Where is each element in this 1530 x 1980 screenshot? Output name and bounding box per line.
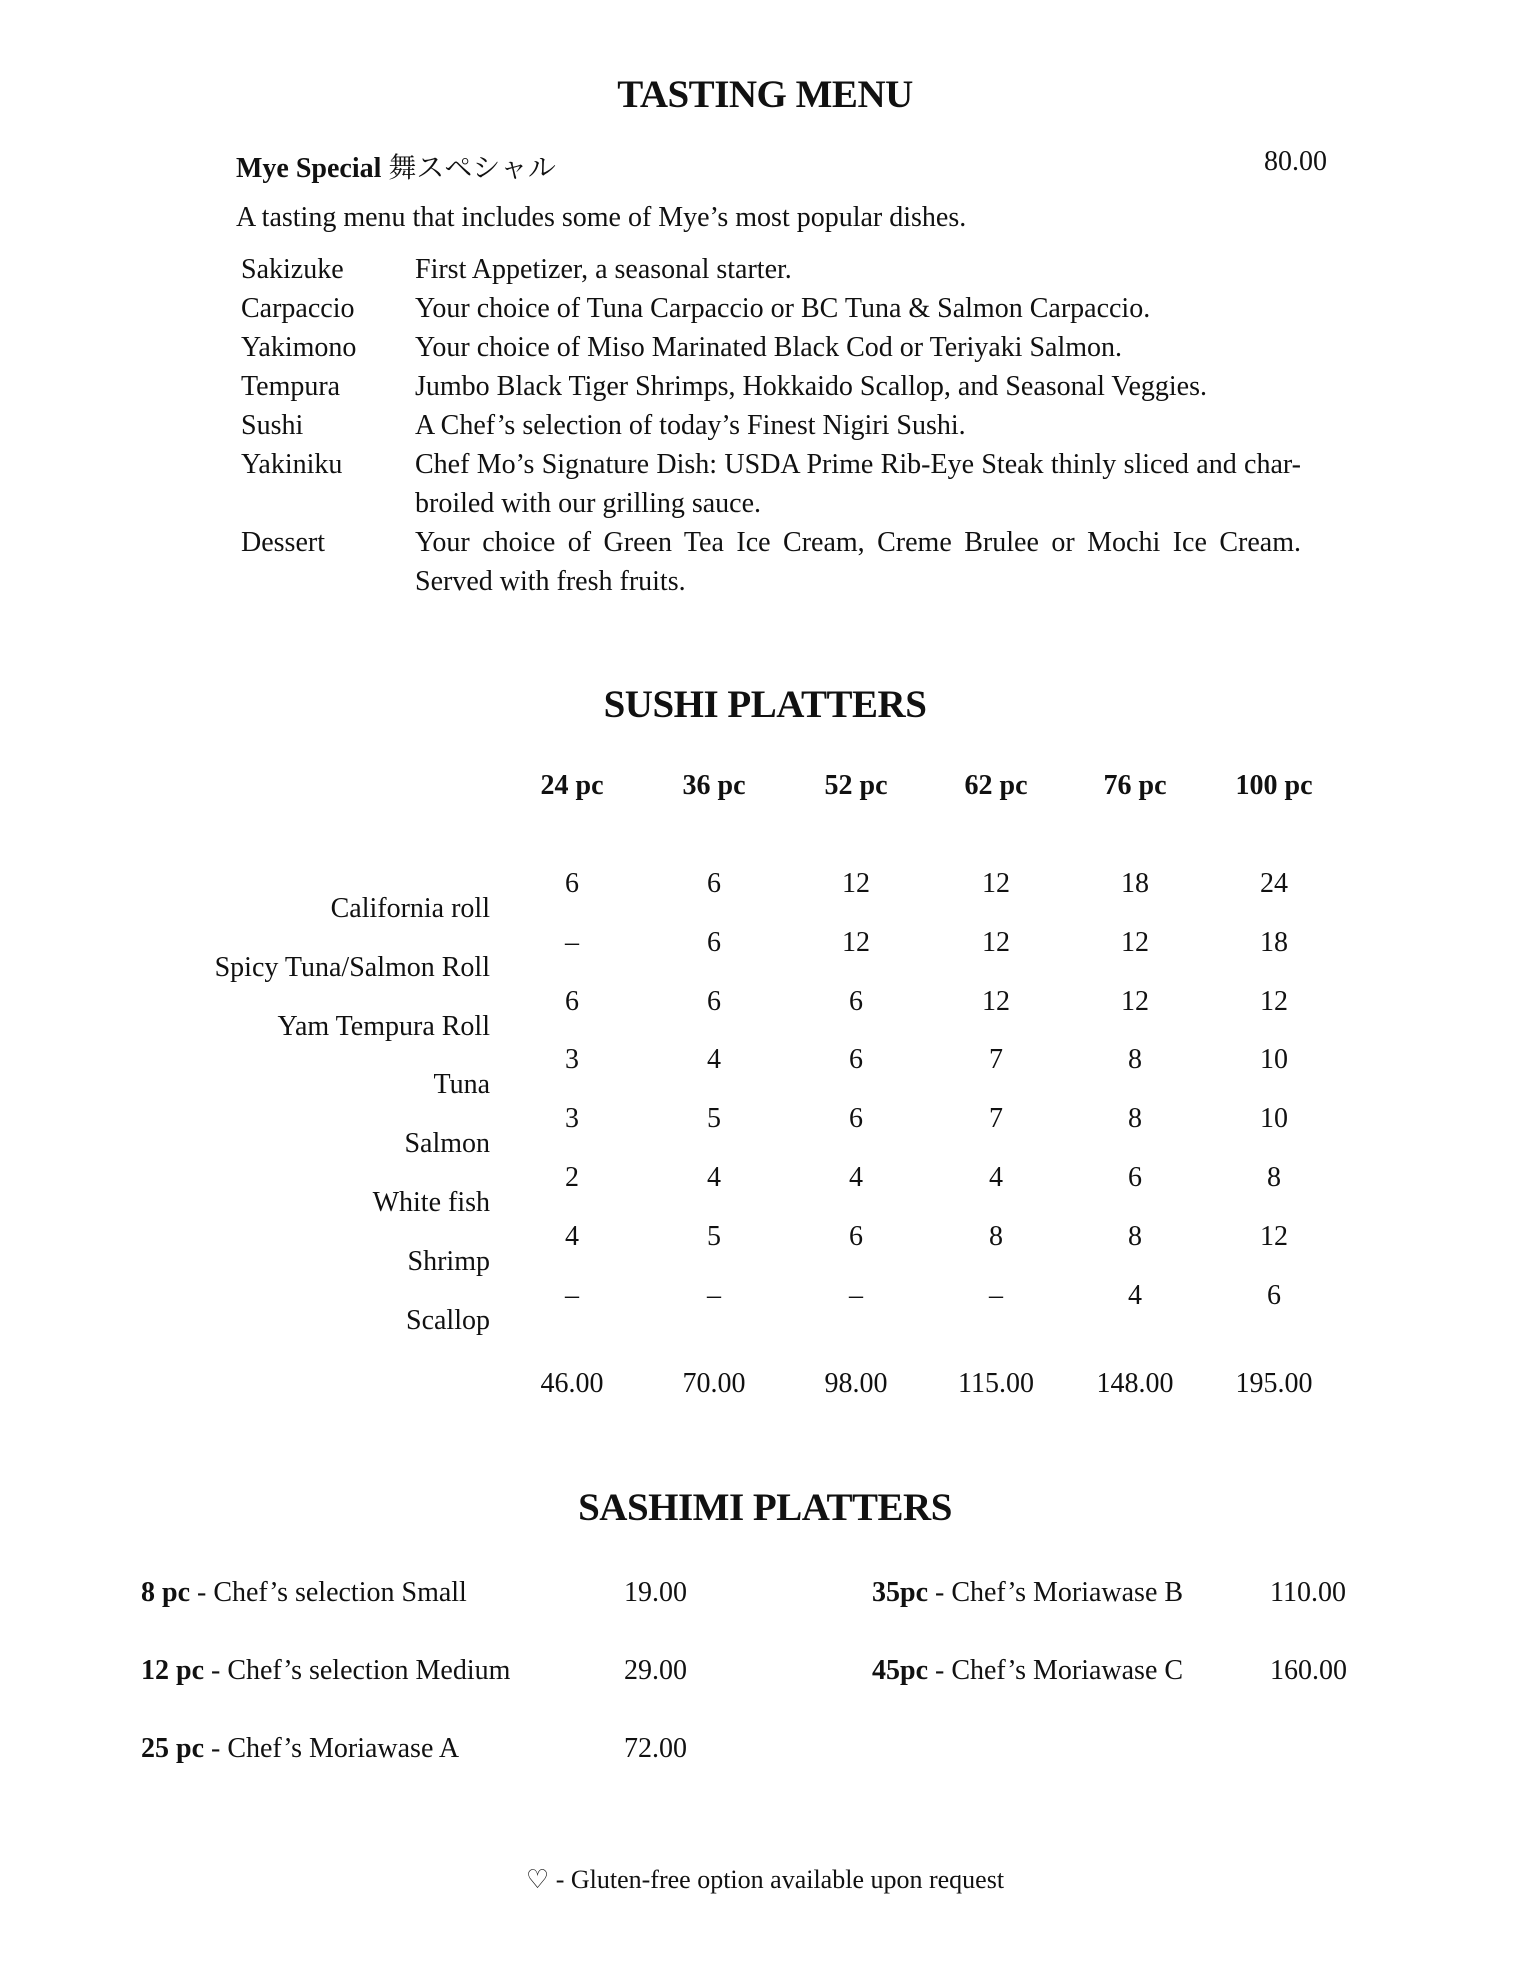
table-cell: 6	[1267, 1279, 1281, 1311]
table-cell: 6	[707, 868, 721, 899]
table-cell: 7	[989, 1103, 1003, 1135]
table-cell: 6	[707, 985, 721, 1017]
row-label: California roll	[330, 893, 490, 924]
table-cell: 12	[982, 985, 1010, 1017]
platter-price: 46.00	[540, 1368, 604, 1399]
table-cell: 6	[565, 868, 579, 899]
course-description: Your choice of Green Tea Ice Cream, Creme Brulee or Mochi Ice Cream. Served with fresh fruits.	[415, 527, 1301, 597]
table-cell: 12	[982, 926, 1010, 958]
column-header: 24 pc	[540, 770, 604, 801]
tasting-intro: A tasting menu that includes some of Mye’s most popular dishes.	[236, 202, 967, 233]
table-cell: 12	[1121, 985, 1149, 1017]
row-label: Scallop	[406, 1304, 490, 1336]
table-cell: 4	[849, 1162, 863, 1193]
sashimi-count: 8 pc	[141, 1577, 190, 1608]
platter-price: 148.00	[1096, 1368, 1174, 1399]
course-description: Chef Mo’s Signature Dish: USDA Prime Rib-Eye Steak thinly sliced and char-broiled with our grilling sauce.	[415, 449, 1301, 519]
course-name: Dessert	[241, 527, 325, 558]
course-description: First Appetizer, a seasonal starter.	[415, 254, 792, 285]
row-label: White fish	[372, 1187, 490, 1218]
mye-special-title	[236, 146, 556, 186]
sushi-platters-heading: SUSHI PLATTERS	[603, 683, 927, 726]
sashimi-price: 29.00	[624, 1655, 687, 1686]
row-label: Shrimp	[407, 1245, 490, 1277]
course-description: Jumbo Black Tiger Shrimps, Hokkaido Scallop, and Seasonal Veggies.	[415, 371, 1207, 402]
table-cell: 10	[1260, 1044, 1288, 1076]
platter-price: 98.00	[824, 1368, 888, 1399]
table-cell: 12	[982, 868, 1010, 899]
sashimi-name: - Chef’s Moriawase C	[928, 1655, 1184, 1686]
sashimi-item	[872, 1577, 1183, 1609]
table-cell: 4	[707, 1044, 721, 1076]
tasting-course-list	[241, 250, 1301, 601]
table-cell: 4	[707, 1162, 721, 1193]
row-label: Salmon	[404, 1128, 490, 1160]
table-cell: 7	[989, 1044, 1003, 1076]
table-cell: 6	[849, 985, 863, 1017]
sashimi-count: 12 pc	[141, 1655, 204, 1686]
course-row	[241, 289, 1301, 328]
course-name: Sakizuke	[241, 254, 344, 285]
table-cell: 3	[565, 1103, 579, 1135]
table-cell: 8	[1267, 1162, 1281, 1193]
row-label: Tuna	[433, 1069, 490, 1101]
column-header: 62 pc	[964, 770, 1028, 801]
sashimi-price: 72.00	[624, 1733, 687, 1764]
course-description: A Chef’s selection of today’s Finest Nigiri Sushi.	[415, 410, 966, 441]
mye-special-japanese: 舞スペシャル	[388, 153, 556, 184]
table-cell: –	[565, 1279, 579, 1311]
table-cell: 8	[1128, 1103, 1142, 1135]
sashimi-name: - Chef’s Moriawase B	[928, 1577, 1184, 1608]
table-cell: 6	[1128, 1162, 1142, 1193]
platter-price: 70.00	[682, 1368, 746, 1399]
table-cell: 24	[1260, 868, 1288, 899]
sashimi-name: - Chef’s Moriawase A	[204, 1733, 460, 1764]
table-cell: 2	[565, 1162, 579, 1193]
table-cell: 18	[1121, 868, 1149, 899]
platter-price: 115.00	[958, 1368, 1034, 1399]
table-cell: –	[989, 1279, 1003, 1311]
column-header: 100 pc	[1235, 770, 1313, 801]
table-cell: 4	[1128, 1279, 1142, 1311]
gluten-free-footnote: ♡ - Gluten-free option available upon request	[525, 1865, 1005, 1894]
table-cell: 5	[707, 1220, 721, 1252]
table-cell: 12	[1260, 1220, 1288, 1252]
course-name: Sushi	[241, 410, 304, 441]
table-cell: –	[565, 926, 579, 958]
platter-price: 195.00	[1235, 1368, 1313, 1399]
table-cell: –	[849, 1279, 863, 1311]
row-label: Spicy Tuna/Salmon Roll	[214, 951, 490, 983]
tasting-menu-heading: TASTING MENU	[617, 73, 913, 116]
table-cell: 6	[849, 1220, 863, 1252]
table-cell: 4	[989, 1162, 1003, 1193]
sashimi-name: - Chef’s selection Small	[190, 1577, 467, 1608]
table-cell: 18	[1260, 926, 1288, 958]
column-header: 52 pc	[824, 770, 888, 801]
course-row	[241, 250, 1301, 289]
table-cell: 5	[707, 1103, 721, 1135]
row-label: Yam Tempura Roll	[277, 1010, 490, 1042]
sashimi-item	[141, 1733, 459, 1765]
sashimi-count: 25 pc	[141, 1733, 204, 1764]
mye-special-price: 80.00	[1264, 146, 1327, 177]
course-row	[241, 367, 1301, 406]
course-description: Your choice of Tuna Carpaccio or BC Tuna & Salmon Carpaccio.	[415, 293, 1151, 324]
table-cell: 12	[842, 868, 870, 899]
course-row	[241, 523, 1301, 601]
table-cell: 6	[849, 1103, 863, 1135]
table-cell: 8	[1128, 1044, 1142, 1076]
sashimi-price: 110.00	[1270, 1577, 1346, 1608]
table-cell: 12	[1260, 985, 1288, 1017]
course-row	[241, 445, 1301, 523]
course-name: Yakiniku	[241, 449, 343, 480]
sashimi-count: 45pc	[872, 1655, 928, 1686]
sashimi-count: 35pc	[872, 1577, 928, 1608]
table-cell: 8	[1128, 1220, 1142, 1252]
table-cell: 12	[842, 926, 870, 958]
table-cell: 12	[1121, 926, 1149, 958]
mye-special-name: Mye Special	[236, 153, 382, 184]
sashimi-price: 19.00	[624, 1577, 687, 1608]
table-cell: 6	[565, 985, 579, 1017]
course-name: Carpaccio	[241, 293, 355, 324]
table-cell: 8	[989, 1220, 1003, 1252]
sashimi-price: 160.00	[1270, 1655, 1347, 1686]
table-cell: 10	[1260, 1103, 1288, 1135]
table-cell: –	[707, 1279, 721, 1311]
sashimi-name: - Chef’s selection Medium	[204, 1655, 511, 1686]
table-cell: 6	[707, 926, 721, 958]
column-header: 36 pc	[682, 770, 746, 801]
sashimi-item	[872, 1655, 1183, 1687]
course-description: Your choice of Miso Marinated Black Cod or Teriyaki Salmon.	[415, 332, 1123, 363]
course-name: Yakimono	[241, 332, 357, 363]
table-cell: 4	[565, 1220, 579, 1252]
table-cell: 3	[565, 1044, 579, 1076]
sashimi-platters-heading: SASHIMI PLATTERS	[578, 1486, 952, 1529]
table-cell: 6	[849, 1044, 863, 1076]
sashimi-item	[141, 1577, 467, 1609]
column-header: 76 pc	[1103, 770, 1167, 801]
sashimi-item	[141, 1655, 510, 1687]
course-name: Tempura	[241, 371, 341, 402]
course-row	[241, 328, 1301, 367]
course-row	[241, 406, 1301, 445]
